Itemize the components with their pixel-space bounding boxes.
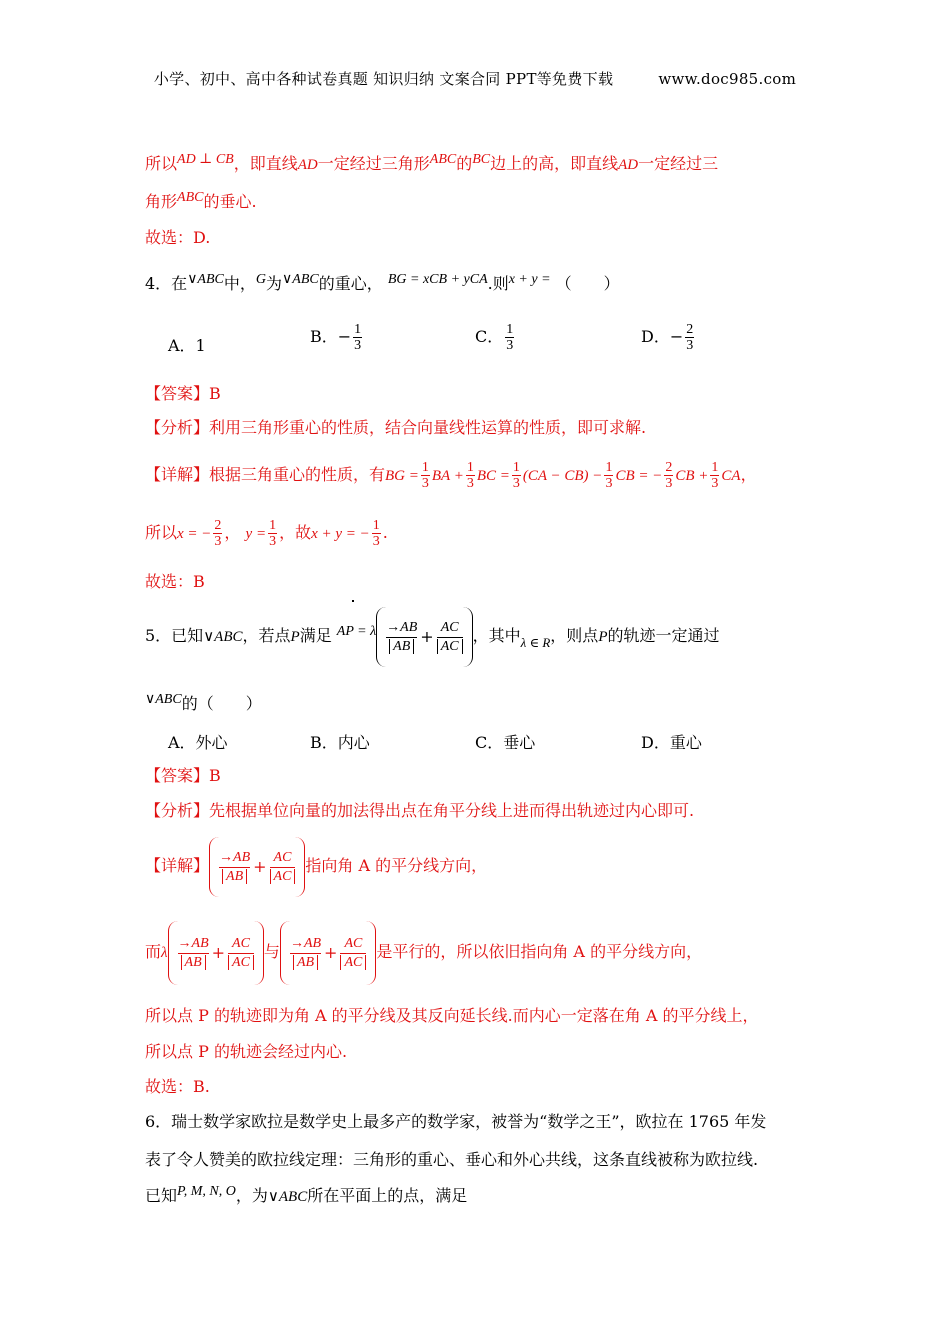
q4-analysis: 【分析】利用三角形重心的性质，结合向量线性运算的性质，即可求解. xyxy=(145,418,647,437)
q5-detail: 【详解】 $\frac{\to AB}{AB}$ + $\frac{AC}{AC}$ 指向角 A 的平分线方向， xyxy=(145,836,487,897)
q4-answer: 【答案】B xyxy=(145,384,221,403)
q5-detail-2: 而λ $\frac{\to AB}{AB}$ + $\frac{AC}{AC}$ 与 $\frac{\to AB}{AB}$ + $\frac{AC}{AC}$ 是平行的，所以依旧指向角 A 的平分线方向， xyxy=(145,920,702,985)
q5-answer: 【答案】B xyxy=(145,766,221,785)
q4-option-a[interactable]: A．1 xyxy=(168,336,206,355)
header-text: 小学、初中、高中各种试卷真题 知识归纳 文案合同 PPT等免费下载 xyxy=(153,70,614,88)
q5-choice: 故选：B. xyxy=(145,1077,210,1096)
prev-line-1: 所以AD ⊥ CB，即直线AD一定经过三角形ABC的BC边上的高，即直线AD一定经过三 xyxy=(145,152,719,173)
q5-option-c[interactable]: C．垂心 xyxy=(475,733,536,752)
q5-option-b[interactable]: B．内心 xyxy=(310,733,370,752)
q4-stem: 4．在∨ABC中，G为∨ABC的重心， BG = xCB + yCA.则x + y = （ ） xyxy=(145,272,620,293)
q6-line-3: 已知P, M, N, O，为∨ABC所在平面上的点，满足 xyxy=(145,1184,468,1205)
stray-dot xyxy=(352,600,354,602)
q5-option-d[interactable]: D．重心 xyxy=(641,733,702,752)
q4-option-b[interactable]: B．− $\frac{1}{3}$ xyxy=(310,322,362,353)
q4-option-c[interactable]: C． $\frac{1}{3}$ xyxy=(475,322,514,353)
q4-choice: 故选：B xyxy=(145,572,205,591)
q6-line-1: 6．瑞士数学家欧拉是数学史上最多产的数学家，被誉为“数学之王”，欧拉在 1765 年发 xyxy=(145,1112,767,1131)
q5-stem: 5．已知∨ABC，若点P满足 AP = λ $\frac{\to AB}{AB}$ + $\frac{AC}{AC}$ ，其中$_{\lambda \in R}$，则点P的轨迹一定通过 xyxy=(145,606,720,668)
q5-detail-3: 所以点 P 的轨迹即为角 A 的平分线及其反向延长线.而内心一定落在角 A 的平分线上， xyxy=(145,1006,759,1025)
prev-choice: 故选：D. xyxy=(145,228,211,247)
q5-option-a[interactable]: A．外心 xyxy=(168,733,228,752)
q5-analysis: 【分析】先根据单位向量的加法得出点在角平分线上进而得出轨迹过内心即可. xyxy=(145,801,695,820)
q5-detail-4: 所以点 P 的轨迹会经过内心. xyxy=(145,1042,348,1061)
q5-vector-sum: $\frac{\to AB}{AB}$ + $\frac{AC}{AC}$ xyxy=(376,607,472,667)
q4-detail-2: 所以x = − $\frac{2}{3}$ ， y = $\frac{1}{3}$ ，故x + y = − $\frac{1}{3}$ . xyxy=(145,518,388,549)
q6-line-2: 表了令人赞美的欧拉线定理：三角形的重心、垂心和外心共线，这条直线被称为欧拉线. xyxy=(145,1150,759,1169)
q4-detail: 【详解】根据三角重心的性质，有BG = $\frac{1}{3}$ BA + $\frac{1}{3}$ BC = $\frac{1}{3}$ (CA − CB) − $\frac{1}{3}$ CB = − $\frac{2}{3}$ CB + $\frac{1}{3}$ CA， xyxy=(145,460,757,491)
q4-option-d[interactable]: D．− $\frac{2}{3}$ xyxy=(641,322,694,353)
header-url[interactable]: www.doc985.com xyxy=(658,70,797,88)
q5-stem-2: ∨ABC的（ ） xyxy=(145,692,262,713)
prev-line-2: 角形ABC的垂心. xyxy=(145,190,257,211)
page-header xyxy=(0,68,950,89)
